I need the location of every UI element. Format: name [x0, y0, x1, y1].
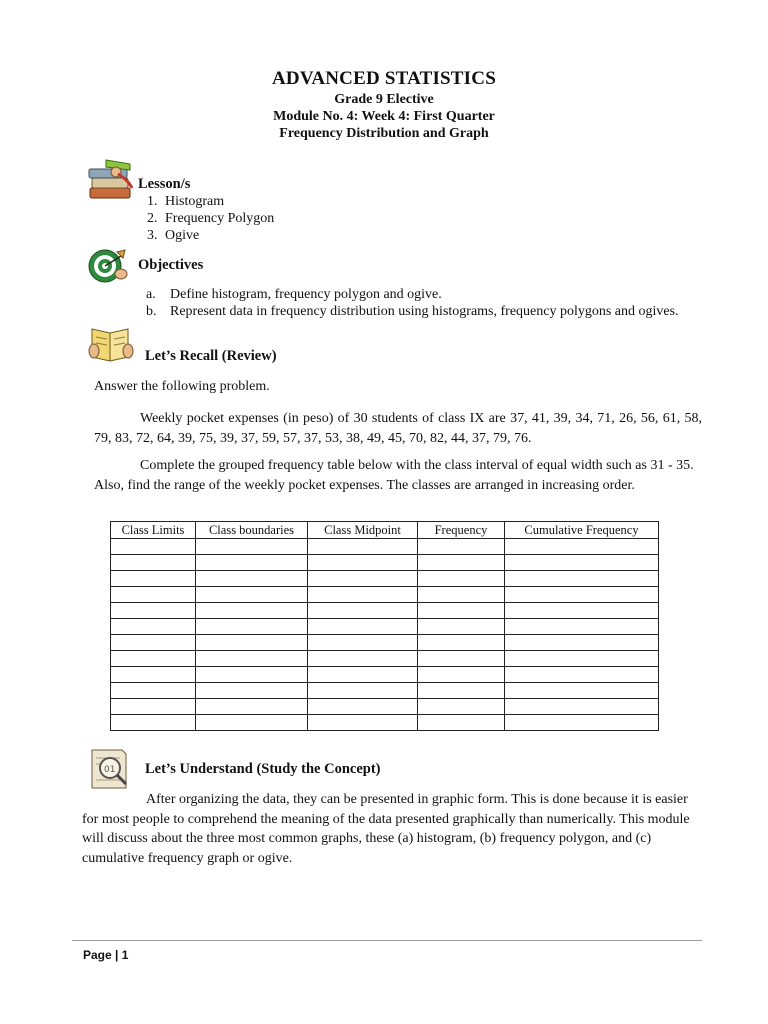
- books-icon: [86, 158, 136, 207]
- table-cell[interactable]: [196, 619, 308, 635]
- table-cell[interactable]: [308, 715, 418, 731]
- col-header-class-boundaries: Class boundaries: [196, 522, 308, 539]
- table-cell[interactable]: [196, 587, 308, 603]
- table-cell[interactable]: [308, 651, 418, 667]
- table-cell[interactable]: [505, 699, 659, 715]
- table-cell[interactable]: [111, 651, 196, 667]
- table-cell[interactable]: [196, 651, 308, 667]
- grade-line: Grade 9 Elective: [334, 92, 434, 107]
- recall-problem: Weekly pocket expenses (in peso) of 30 students of class IX are 37, 41, 39, 34, 71, 26, 56, 61, 58, 79, 83, 72, 64, 39, 75, 39, 37, 59, 57, 37, 53, 38, 49, 45, 70, 82, 44, 37, 79, 76.: [94, 411, 702, 446]
- frequency-table: [110, 521, 659, 731]
- table-cell[interactable]: [505, 619, 659, 635]
- table-cell[interactable]: [111, 683, 196, 699]
- list-item: 1. Histogram: [147, 194, 225, 209]
- table-cell[interactable]: [111, 555, 196, 571]
- table-row: [111, 571, 659, 587]
- table-cell[interactable]: [111, 667, 196, 683]
- table-cell[interactable]: [196, 699, 308, 715]
- table-cell[interactable]: [111, 587, 196, 603]
- table-cell[interactable]: [196, 603, 308, 619]
- module-line: Module No. 4: Week 4: First Quarter: [273, 109, 495, 124]
- table-cell[interactable]: [308, 539, 418, 555]
- table-cell[interactable]: [111, 603, 196, 619]
- table-cell[interactable]: [111, 699, 196, 715]
- svg-text:01: 01: [104, 765, 116, 775]
- table-cell[interactable]: [505, 651, 659, 667]
- table-cell[interactable]: [418, 555, 505, 571]
- table-row: [111, 555, 659, 571]
- table-cell[interactable]: [196, 715, 308, 731]
- table-cell[interactable]: [505, 571, 659, 587]
- table-cell[interactable]: [505, 555, 659, 571]
- list-item: a. Define histogram, frequency polygon and ogive.: [146, 287, 442, 302]
- table-row: [111, 619, 659, 635]
- table-row: [111, 651, 659, 667]
- table-cell[interactable]: [505, 587, 659, 603]
- table-row: [111, 539, 659, 555]
- table-cell[interactable]: [196, 683, 308, 699]
- table-cell[interactable]: [505, 715, 659, 731]
- objectives-list: [146, 286, 706, 320]
- list-item: b. Represent data in frequency distribution using histograms, frequency polygons and ogives.: [146, 304, 679, 319]
- target-icon: [87, 246, 131, 291]
- table-cell[interactable]: [196, 635, 308, 651]
- recall-instruction: Answer the following problem.: [94, 379, 270, 394]
- page-number: Page | 1: [83, 948, 129, 962]
- table-cell[interactable]: [418, 715, 505, 731]
- topic-line: Frequency Distribution and Graph: [279, 126, 489, 141]
- table-cell[interactable]: [308, 683, 418, 699]
- col-header-cumulative-frequency: Cumulative Frequency: [505, 522, 659, 539]
- col-header-class-limits: Class Limits: [111, 522, 196, 539]
- lessons-heading: Lesson/s: [138, 176, 191, 192]
- table-cell[interactable]: [111, 571, 196, 587]
- table-cell[interactable]: [308, 587, 418, 603]
- table-cell[interactable]: [308, 555, 418, 571]
- table-row: [111, 715, 659, 731]
- table-cell[interactable]: [196, 667, 308, 683]
- table-cell[interactable]: [196, 539, 308, 555]
- understand-heading: Let’s Understand (Study the Concept): [145, 761, 381, 777]
- table-cell[interactable]: [418, 635, 505, 651]
- table-cell[interactable]: [308, 571, 418, 587]
- table-header-row: [111, 522, 659, 539]
- book-reading-icon: [88, 321, 134, 370]
- table-row: [111, 667, 659, 683]
- table-cell[interactable]: [418, 667, 505, 683]
- understand-paragraph: After organizing the data, they can be presented in graphic form. This is done because it is easier for most people to comprehend the meaning of the data presented graphically than numerically. This module will discuss about the three most common graphs, these (a) histogram, (b) frequency polygon, and (c) cumulative frequency graph or ogive.: [82, 792, 690, 866]
- table-cell[interactable]: [505, 635, 659, 651]
- table-row: [111, 587, 659, 603]
- table-cell[interactable]: [505, 539, 659, 555]
- document-title: ADVANCED STATISTICS: [272, 68, 496, 89]
- table-cell[interactable]: [505, 667, 659, 683]
- table-cell[interactable]: [308, 635, 418, 651]
- table-cell[interactable]: [418, 683, 505, 699]
- table-cell[interactable]: [418, 539, 505, 555]
- table-cell[interactable]: [111, 619, 196, 635]
- table-cell[interactable]: [111, 539, 196, 555]
- table-cell[interactable]: [308, 667, 418, 683]
- table-cell[interactable]: [196, 571, 308, 587]
- recall-task: Complete the grouped frequency table below with the class interval of equal width such as 31 - 35. Also, find the range of the weekly pocket expenses. The classes are arranged in increasing order.: [94, 458, 694, 493]
- table-cell[interactable]: [308, 603, 418, 619]
- table-row: [111, 699, 659, 715]
- table-cell[interactable]: [505, 603, 659, 619]
- footer-divider: [72, 940, 702, 941]
- col-header-class-midpoint: Class Midpoint: [308, 522, 418, 539]
- table-cell[interactable]: [196, 555, 308, 571]
- table-cell[interactable]: [418, 603, 505, 619]
- recall-heading: Let’s Recall (Review): [145, 348, 277, 364]
- table-cell[interactable]: [418, 571, 505, 587]
- lessons-list: [147, 193, 274, 244]
- table-cell[interactable]: [418, 619, 505, 635]
- col-header-frequency: Frequency: [418, 522, 505, 539]
- table-cell[interactable]: [111, 635, 196, 651]
- objectives-heading: Objectives: [138, 257, 204, 273]
- table-cell[interactable]: [308, 699, 418, 715]
- table-cell[interactable]: [418, 699, 505, 715]
- list-item: 2. Frequency Polygon: [147, 211, 275, 226]
- table-row: [111, 683, 659, 699]
- table-cell[interactable]: [418, 651, 505, 667]
- list-item: 3. Ogive: [147, 228, 200, 243]
- table-row: [111, 603, 659, 619]
- table-row: [111, 635, 659, 651]
- table-cell[interactable]: [505, 683, 659, 699]
- table-cell[interactable]: [308, 619, 418, 635]
- table-cell[interactable]: [111, 715, 196, 731]
- table-cell[interactable]: [418, 587, 505, 603]
